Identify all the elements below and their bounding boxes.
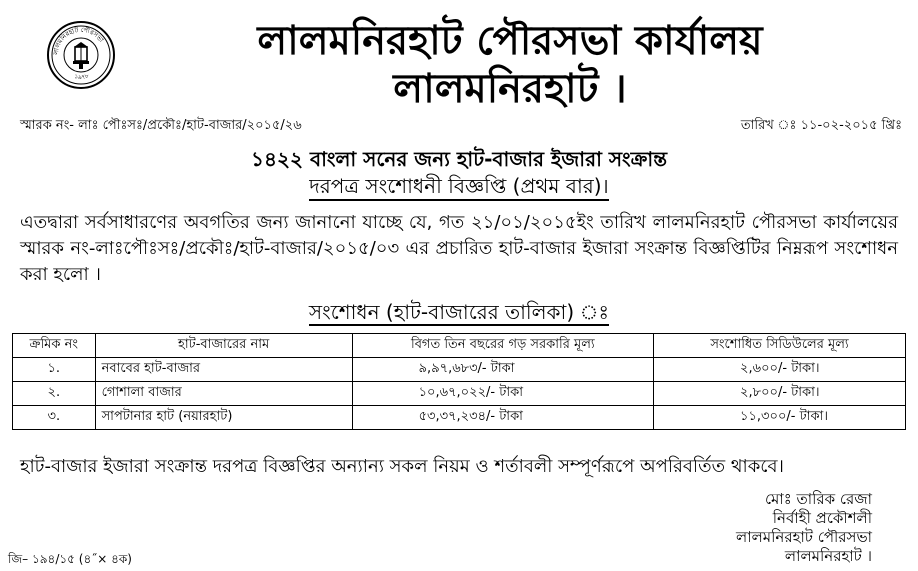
office-title: লালমনিরহাট পৌরসভা কার্যালয় — [257, 18, 763, 64]
footer-note: হাট-বাজার ইজারা সংক্রান্ত দরপত্র বিজ্ঞপ্তির অন্যান্য সকল নিয়ম ও শর্তাবলী সম্পূর্ণরূপে অপরিবর্তিত থাকবে। — [20, 456, 784, 477]
col-schedule-price: সংশোধিত সিডিউলের মূল্য — [654, 334, 906, 358]
cell-serial: ৩. — [13, 406, 96, 430]
notice-subheading — [0, 173, 918, 199]
office-location-title: লালমনিরহাট । — [393, 66, 627, 112]
table-caption — [0, 298, 918, 326]
cell-serial: ১. — [13, 358, 96, 382]
signatory-title: নির্বাহী প্রকৌশলী — [772, 509, 872, 527]
municipality-seal — [46, 20, 116, 90]
cell-serial: ২. — [13, 382, 96, 406]
cell-avg-price: ৫৩,৩৭,২৩৪/- টাকা — [352, 406, 653, 430]
notice-heading: ১৪২২ বাংলা সনের জন্য হাট-বাজার ইজারা সংক্রান্ত — [251, 147, 667, 171]
hat-bazar-table — [12, 333, 906, 430]
table-row — [13, 358, 906, 382]
signatory-office: লালমনিরহাট পৌরসভা — [736, 528, 872, 546]
publication-ref: জি– ১৯৪/১৫ (৪˝× ৪ক) — [8, 552, 132, 566]
table-row — [13, 406, 906, 430]
table-caption-text: সংশোধন (হাট-বাজারের তালিকা) ঃ — [308, 300, 610, 324]
cell-schedule-price: ২,৮০০/- টাকা। — [654, 382, 906, 406]
signatory-place: লালমনিরহাট । — [784, 547, 872, 565]
col-avg-price: বিগত তিন বছরের গড় সরকারি মূল্য — [352, 334, 653, 358]
notice-subheading-text: দরপত্র সংশোধনী বিজ্ঞপ্তি (প্রথম বার)। — [309, 174, 608, 201]
cell-name: সাপটানার হাট (নয়ারহাট) — [95, 406, 352, 430]
table-row — [13, 382, 906, 406]
notice-date: তারিখ ঃ ১১-০২-২০১৫ খ্রিঃ — [740, 118, 902, 133]
signature-block — [736, 490, 872, 566]
cell-name: নবাবের হাট-বাজার — [95, 358, 352, 382]
cell-schedule-price: ২,৬০০/- টাকা। — [654, 358, 906, 382]
seal-text-bottom: ১৯৭৮ — [73, 72, 90, 82]
cell-name: গোশালা বাজার — [95, 382, 352, 406]
table-header-row — [13, 334, 906, 358]
col-name: হাট-বাজারের নাম — [95, 334, 352, 358]
seal-icon — [46, 20, 116, 90]
memo-number: স্মারক নং- লাঃ পৌঃসঃ/প্রকৌঃ/হাট-বাজার/২০১৫/২৬ — [20, 118, 302, 133]
cell-schedule-price: ১১,৩০০/- টাকা। — [654, 406, 906, 430]
cell-avg-price: ১০,৬৭,০২২/- টাকা — [352, 382, 653, 406]
signatory-name: মোঃ তারিক রেজা — [764, 490, 872, 508]
notice-body: এতদ্বারা সর্বসাধারণের অবগতির জন্য জানানো যাচ্ছে যে, গত ২১/০১/২০১৫ইং তারিখ লালমনিরহাট পৌরসভা কার্যালয়ের স্মারক নং-লাঃপৌঃসঃ/প্রকৌঃ/হাট-বাজার/২০১৫/০৩ এর প্রচারিত হাট-বাজার ইজারা সংক্রান্ত বিজ্ঞপ্তিটির নিম্নরূপ সংশোধন করা হলো । — [20, 212, 898, 285]
svg-text:১৯৭৮ — [74, 72, 91, 81]
col-serial: ক্রমিক নং — [13, 334, 96, 358]
seal-text-top: লালমনিরহাট পৌরসভা — [51, 25, 106, 56]
cell-avg-price: ৯,৯৭,৬৮৩/- টাকা — [352, 358, 653, 382]
